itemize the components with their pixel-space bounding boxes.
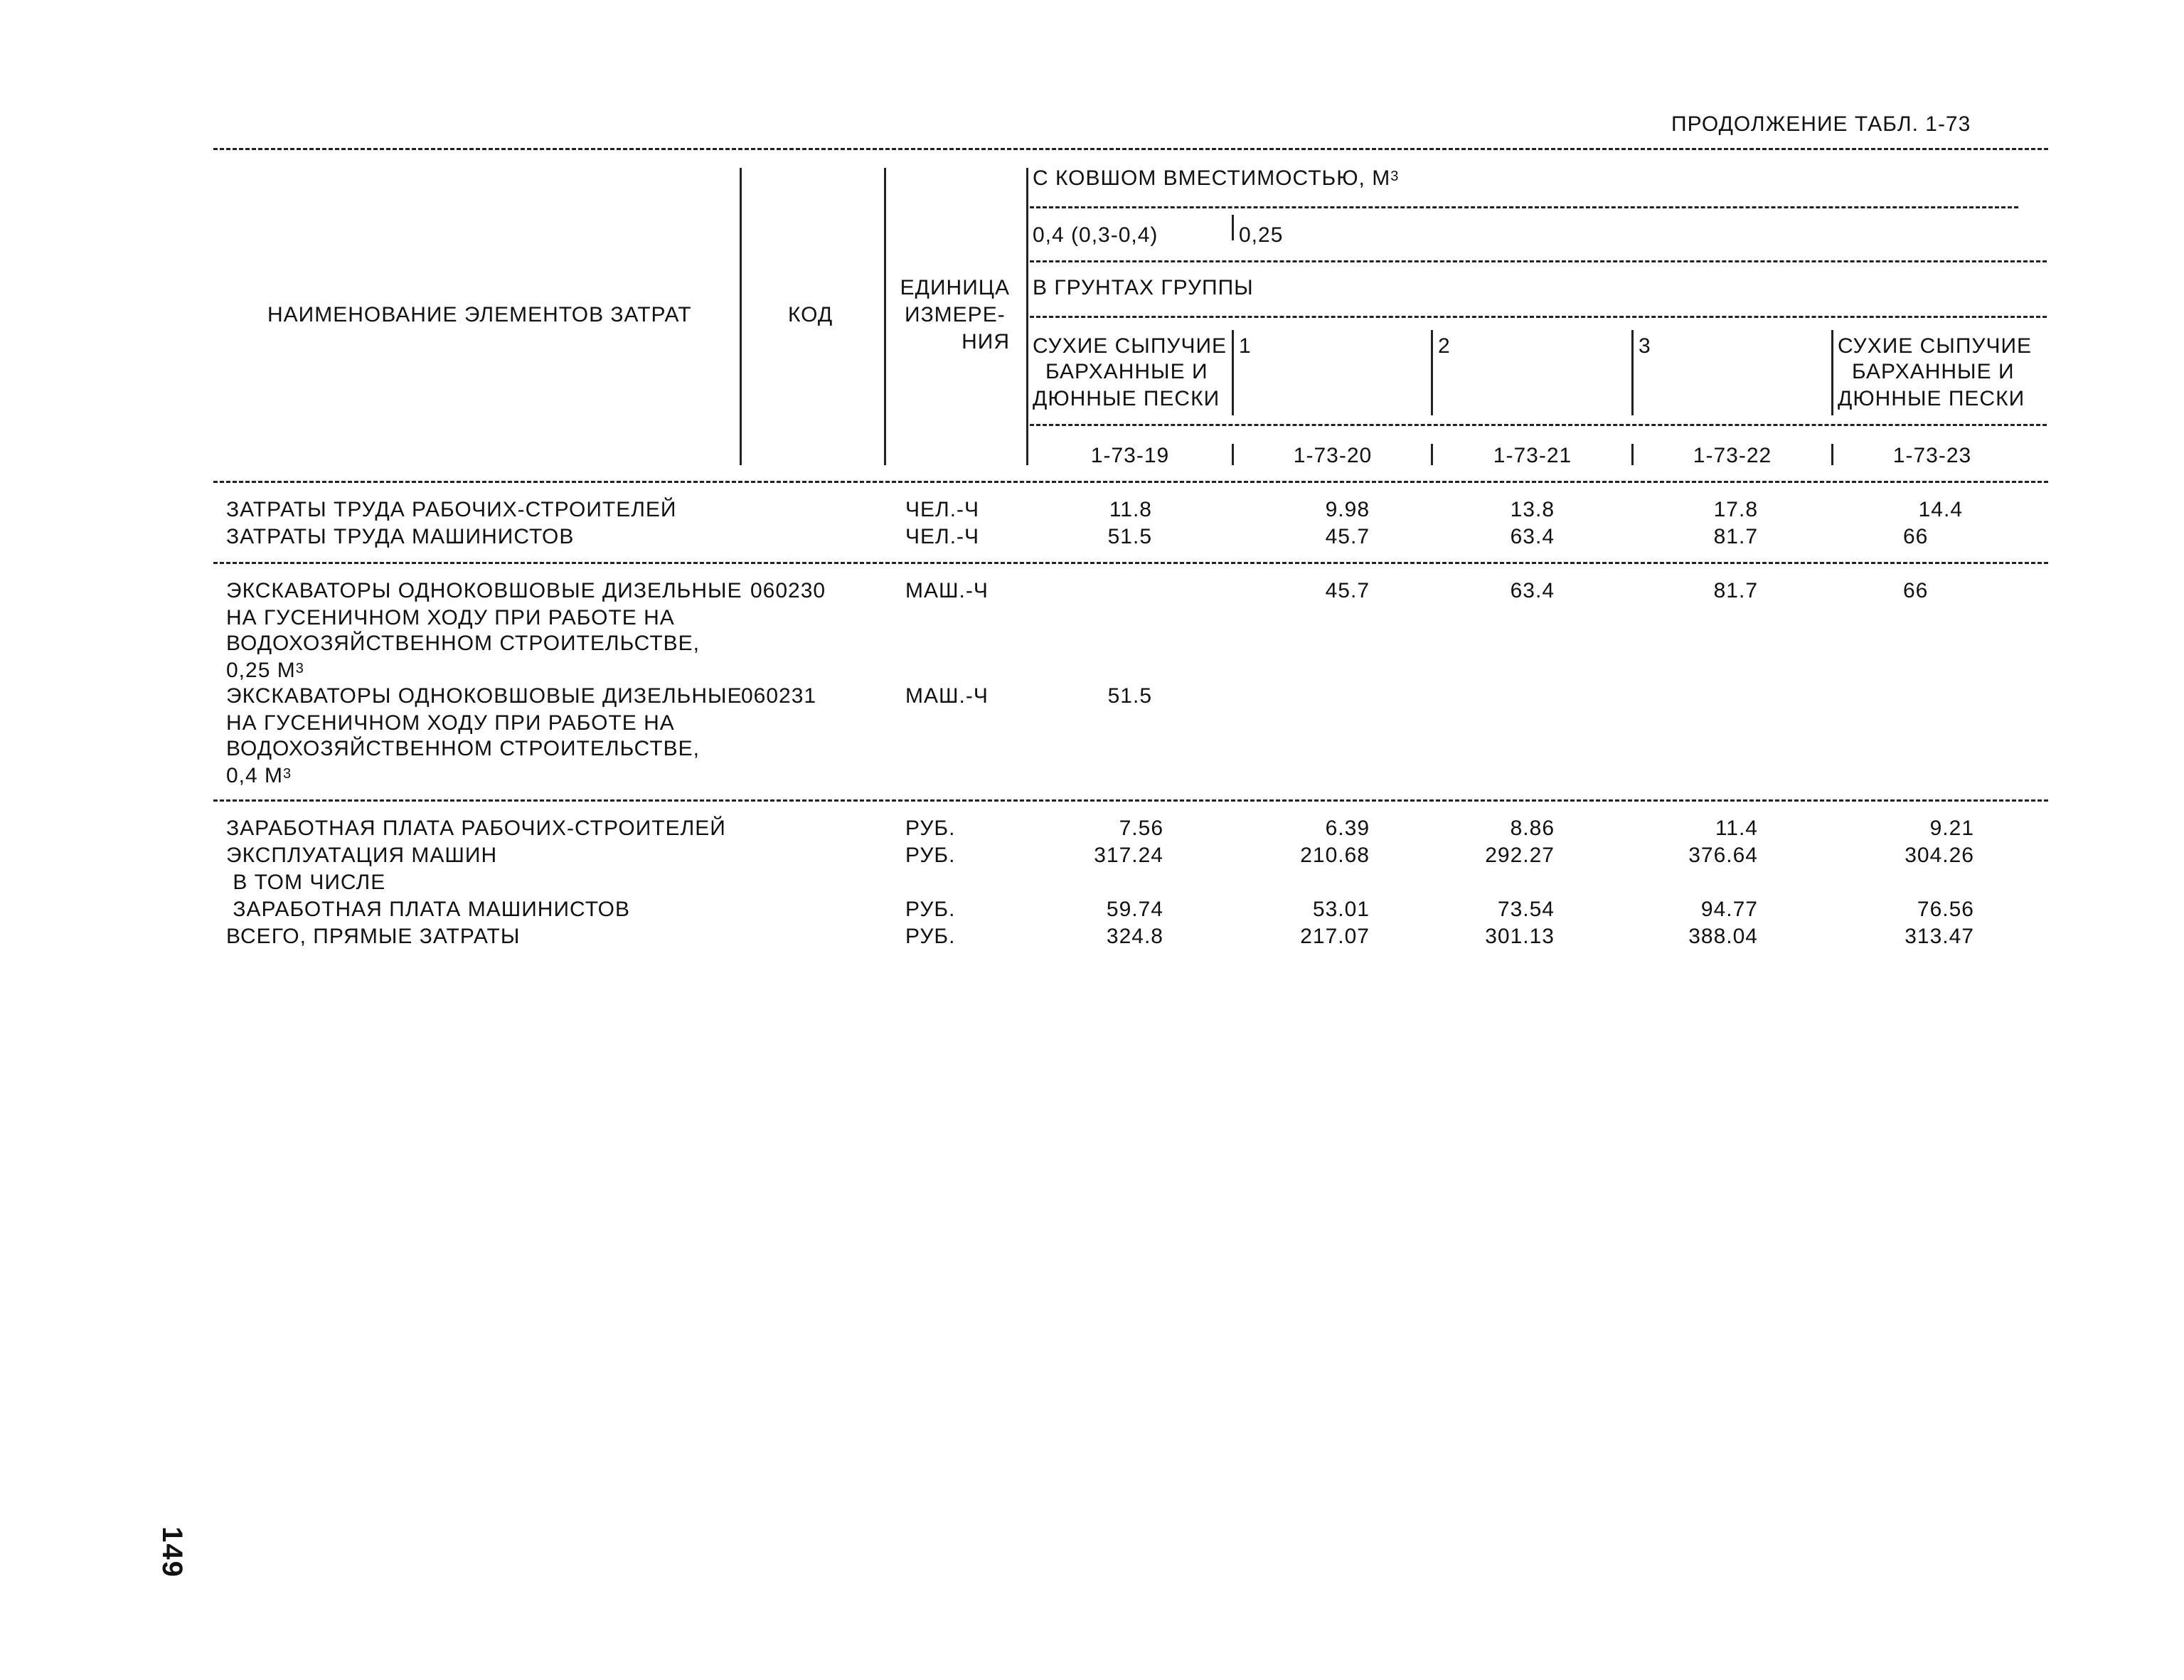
- row-unit: МАШ.-Ч: [905, 684, 989, 708]
- col5-sand-2: БАРХАННЫЕ И: [1852, 360, 2015, 383]
- row-name-line: ЭКСКАВАТОРЫ ОДНОКОВШОВЫЕ ДИЗЕЛЬНЫЕ: [226, 684, 742, 708]
- bucket-0-4: 0,4 (0,3-0,4): [1033, 223, 1158, 247]
- col4-group-3: 3: [1639, 334, 1651, 358]
- row-value: 7.56: [1119, 817, 1163, 840]
- col-header-code: КОД: [788, 303, 833, 326]
- row-value: 59.74: [1106, 898, 1163, 921]
- code-1-73-19: 1-73-19: [1090, 444, 1170, 467]
- sep-bucket: [1232, 215, 1234, 240]
- row-name-line: ЭКСКАВАТОРЫ ОДНОКОВШОВЫЕ ДИЗЕЛЬНЫЕ: [226, 579, 742, 602]
- row-name: ВСЕГО, ПРЯМЫЕ ЗАТРАТЫ: [226, 925, 521, 948]
- col-header-unit-1: ЕДИНИЦА: [900, 276, 1010, 299]
- row-name: В ТОМ ЧИСЛЕ: [226, 871, 386, 894]
- row-value: 9.21: [1929, 817, 1974, 840]
- row-name: ЗАРАБОТНАЯ ПЛАТА РАБОЧИХ-СТРОИТЕЛЕЙ: [226, 817, 726, 840]
- code-1-73-22: 1-73-22: [1693, 444, 1772, 467]
- row-value: 63.4: [1510, 525, 1555, 548]
- col5-sand-3: ДЮННЫЕ ПЕСКИ: [1838, 387, 2025, 410]
- row-name: ЗАРАБОТНАЯ ПЛАТА МАШИНИСТОВ: [226, 898, 631, 921]
- row-value: 14.4: [1918, 498, 1963, 521]
- row-unit: ЧЕЛ.-Ч: [905, 498, 980, 521]
- row-value: 388.04: [1688, 925, 1758, 948]
- row-name-line: 0,4 $М^3$: [226, 764, 292, 787]
- code-1-73-23: 1-73-23: [1892, 444, 1972, 467]
- sep-col2-col3: [1431, 330, 1433, 415]
- col-header-unit-2: ИЗМЕРЕ-: [905, 303, 1006, 326]
- row-value: 217.07: [1300, 925, 1370, 948]
- code-1-73-21: 1-73-21: [1493, 444, 1572, 467]
- row-value: 11.4: [1715, 817, 1758, 840]
- row-value: 313.47: [1905, 925, 1974, 948]
- section-rule-2: [213, 799, 2048, 802]
- col2-group-1: 1: [1239, 334, 1252, 358]
- row-value: 376.64: [1688, 844, 1758, 867]
- name-code-separator: [740, 168, 742, 465]
- col3-group-2: 2: [1438, 334, 1451, 358]
- rule-under-soil-group: [1030, 316, 2047, 318]
- row-value: 76.56: [1917, 898, 1974, 921]
- row-value: 66: [1903, 525, 1929, 548]
- row-value: 210.68: [1300, 844, 1370, 867]
- row-unit: РУБ.: [905, 898, 956, 921]
- section-rule-1: [213, 562, 2048, 564]
- row-unit: РУБ.: [905, 925, 956, 948]
- row-unit: РУБ.: [905, 844, 956, 867]
- table-top-rule: [213, 148, 2048, 150]
- row-value: 66: [1903, 579, 1929, 602]
- row-value: 9.98: [1325, 498, 1370, 521]
- rule-under-bucket: [1030, 206, 2018, 208]
- rule-above-codes: [1030, 424, 2047, 426]
- col-header-name: НАИМЕНОВАНИЕ ЭЛЕМЕНТОВ ЗАТРАТ: [267, 303, 692, 326]
- rule-under-bucket-sizes: [1030, 260, 2047, 262]
- row-name: ЗАТРАТЫ ТРУДА МАШИНИСТОВ: [226, 525, 575, 548]
- row-value: 63.4: [1510, 579, 1555, 602]
- row-value: 304.26: [1905, 844, 1974, 867]
- row-name-line: ВОДОХОЗЯЙСТВЕННОМ СТРОИТЕЛЬСТВЕ,: [226, 737, 700, 760]
- col-header-unit-3: НИЯ: [962, 330, 1010, 353]
- page-number: 149: [156, 1526, 188, 1578]
- row-code: 060231: [741, 684, 817, 708]
- row-name-line: НА ГУСЕНИЧНОМ ХОДУ ПРИ РАБОТЕ НА: [226, 711, 675, 735]
- code-unit-separator: [884, 168, 886, 465]
- row-value: 94.77: [1700, 898, 1758, 921]
- sep-col4-col5: [1831, 330, 1833, 415]
- row-value: 81.7: [1713, 525, 1758, 548]
- row-value: 73.54: [1497, 898, 1555, 921]
- row-unit: ЧЕЛ.-Ч: [905, 525, 980, 548]
- sep-col3-col4: [1631, 330, 1634, 415]
- row-unit: РУБ.: [905, 817, 956, 840]
- row-name-line: НА ГУСЕНИЧНОМ ХОДУ ПРИ РАБОТЕ НА: [226, 606, 675, 629]
- row-value: 292.27: [1485, 844, 1555, 867]
- row-value: 53.01: [1312, 898, 1370, 921]
- row-value: 317.24: [1094, 844, 1163, 867]
- col1-sand-3: ДЮННЫЕ ПЕСКИ: [1033, 387, 1220, 410]
- row-value: 324.8: [1106, 925, 1163, 948]
- bucket-capacity-header: С КОВШОМ ВМЕСТИМОСТЬЮ, $М^3$: [1033, 166, 1400, 190]
- col1-sand-2: БАРХАННЫЕ И: [1045, 360, 1208, 383]
- soil-group-header: В ГРУНТАХ ГРУППЫ: [1033, 276, 1254, 299]
- unit-values-separator: [1026, 168, 1028, 465]
- row-name: ЭКСПЛУАТАЦИЯ МАШИН: [226, 844, 498, 867]
- row-value: 8.86: [1510, 817, 1555, 840]
- row-value: 45.7: [1325, 525, 1370, 548]
- sep-col1-col2: [1232, 330, 1234, 415]
- row-value: 17.8: [1713, 498, 1758, 521]
- code-1-73-20: 1-73-20: [1293, 444, 1373, 467]
- row-name: ЗАТРАТЫ ТРУДА РАБОЧИХ-СТРОИТЕЛЕЙ: [226, 498, 677, 521]
- row-name-line: ВОДОХОЗЯЙСТВЕННОМ СТРОИТЕЛЬСТВЕ,: [226, 632, 700, 655]
- continuation-label: ПРОДОЛЖЕНИЕ ТАБЛ. 1-73: [1671, 112, 1971, 136]
- row-value: 301.13: [1485, 925, 1555, 948]
- row-value: 51.5: [1107, 525, 1152, 548]
- row-unit: МАШ.-Ч: [905, 579, 989, 602]
- bucket-0-25: 0,25: [1239, 223, 1284, 247]
- col5-sand-1: СУХИЕ СЫПУЧИЕ: [1838, 334, 2033, 358]
- row-name-line: 0,25 $М^3$: [226, 659, 304, 682]
- row-code: 060230: [750, 579, 826, 602]
- row-value: 45.7: [1325, 579, 1370, 602]
- row-value: 6.39: [1325, 817, 1370, 840]
- col1-sand-1: СУХИЕ СЫПУЧИЕ: [1033, 334, 1227, 358]
- row-value: 11.8: [1109, 498, 1152, 521]
- row-value: 51.5: [1107, 684, 1152, 708]
- header-bottom-rule: [213, 481, 2048, 483]
- row-value: 81.7: [1713, 579, 1758, 602]
- row-value: 13.8: [1510, 498, 1555, 521]
